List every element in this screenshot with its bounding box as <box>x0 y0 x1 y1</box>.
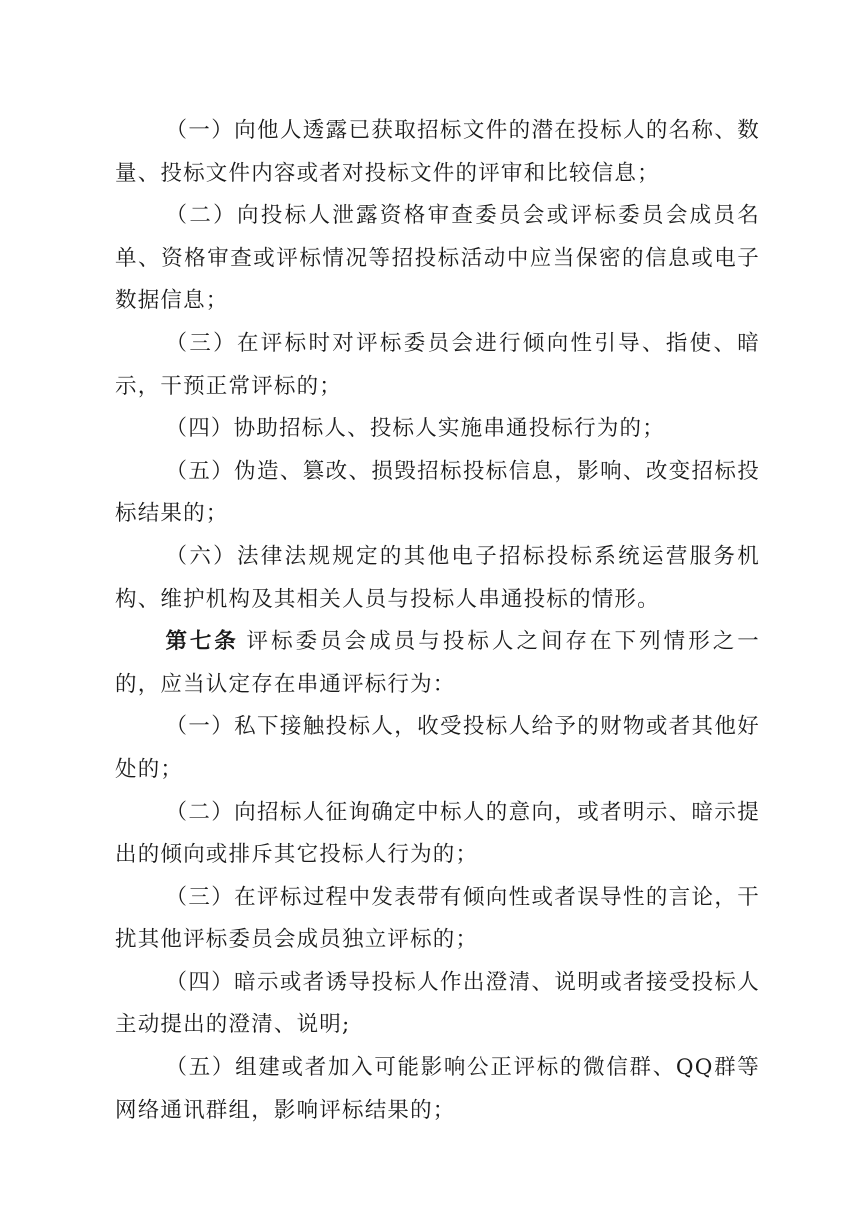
article-7-item-3: （三）在评标过程中发表带有倾向性或者误导性的言论，干扰其他评标委员会成员独立评标的； <box>115 884 760 953</box>
paragraph-item-1: （一）向他人透露已获取招标文件的潜在投标人的名称、数量、投标文件内容或者对投标文件的评审和比较信息； <box>115 118 760 186</box>
article-7-item-5: （五）组建或者加入可能影响公正评标的微信群、QQ群等网络通讯群组，影响评标结果的； <box>115 1055 760 1123</box>
article-7-item-4: （四）暗示或者诱导投标人作出澄清、说明或者接受投标人主动提出的澄清、说明; <box>115 969 760 1038</box>
article-7-text: 评标委员会成员与投标人之间存在下列情形之一的，应当认定存在串通评标行为： <box>115 629 760 697</box>
paragraph-item-2: （二）向投标人泄露资格审查委员会或评标委员会成员名单、资格审查或评标情况等招投标活动中应当保密的信息或电子数据信息； <box>115 203 760 314</box>
article-7-paragraph <box>115 621 760 706</box>
paragraph-item-5: （五）伪造、篡改、损毁招标投标信息，影响、改变招标投标结果的； <box>115 458 760 527</box>
paragraph-item-6: （六）法律法规规定的其他电子招标投标系统运营服务机构、维护机构及其相关人员与投标人串通投标的情形。 <box>115 543 760 612</box>
paragraph-item-3: （三）在评标时对评标委员会进行倾向性引导、指使、暗示，干预正常评标的； <box>115 330 760 399</box>
article-7-item-2: （二）向招标人征询确定中标人的意向，或者明示、暗示提出的倾向或排斥其它投标人行为的； <box>115 799 760 868</box>
article-7-item-1: （一）私下接触投标人，收受投标人给予的财物或者其他好处的； <box>115 714 760 782</box>
paragraph-item-4: （四）协助招标人、投标人实施串通投标行为的； <box>165 416 665 442</box>
article-7-label: 第七条 <box>165 629 239 655</box>
document-page <box>115 110 760 1132</box>
